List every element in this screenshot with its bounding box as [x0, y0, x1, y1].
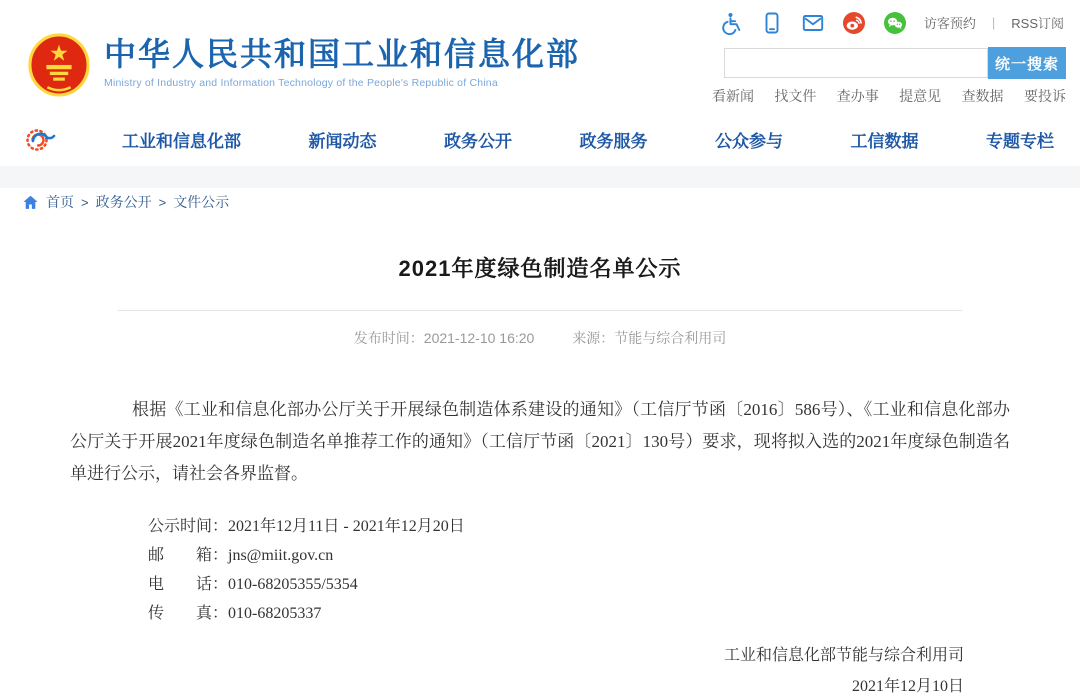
article [70, 232, 1010, 697]
breadcrumb-separator: > [158, 194, 167, 210]
publish-time: 发布时间：2021-12-10 16:20 [353, 330, 535, 346]
utility-separator: | [991, 15, 996, 30]
rss-subscribe-link[interactable]: RSS订阅 [1011, 16, 1064, 31]
signature-date: 2021年12月10日 [851, 678, 964, 695]
nav-item-news[interactable]: 新闻动态 [308, 131, 377, 151]
site-title: 中华人民共和国工业和信息化部 [104, 36, 581, 72]
quick-link-suggest[interactable]: 提意见 [899, 88, 942, 104]
mail-icon[interactable] [801, 10, 826, 35]
wechat-icon[interactable] [883, 10, 908, 35]
nav-item-gov-services[interactable]: 政务服务 [579, 131, 648, 151]
breadcrumb-separator: > [81, 194, 89, 210]
search-input[interactable] [724, 48, 988, 78]
article-title: 2021年度绿色制造名单公示 [398, 256, 682, 281]
nav-item-public-participation[interactable]: 公众参与 [715, 131, 783, 151]
site-logo-block [28, 33, 580, 97]
quick-link-files[interactable]: 找文件 [774, 88, 817, 104]
article-source: 来源：节能与综合利用司 [572, 330, 727, 346]
visitor-appointment-link[interactable]: 访客预约 [923, 16, 976, 31]
contact-fax: 传 真：010-68205337 [148, 605, 322, 622]
contact-block [148, 512, 1010, 628]
miit-mark-icon [22, 121, 58, 157]
home-icon[interactable] [22, 194, 39, 211]
breadcrumb-file-notice[interactable]: 文件公示 [173, 194, 230, 210]
search-bar [724, 47, 1066, 79]
section-divider-band [0, 166, 1080, 188]
national-emblem-icon [28, 33, 90, 97]
signature-department: 工业和信息化部节能与综合利用司 [723, 647, 964, 664]
contact-phone: 电 话：010-68205355/5354 [148, 576, 358, 593]
contact-publicity-period: 公示时间：2021年12月11日 - 2021年12月20日 [148, 518, 465, 535]
main-nav [0, 114, 1080, 164]
quick-link-complaint[interactable]: 要投诉 [1023, 88, 1066, 104]
article-meta [70, 328, 1010, 348]
quick-link-services[interactable]: 查办事 [836, 88, 879, 104]
breadcrumb [22, 192, 229, 212]
nav-item-special-topics[interactable]: 专题专栏 [986, 131, 1054, 151]
weibo-icon[interactable] [842, 10, 867, 35]
quick-link-news[interactable]: 看新闻 [712, 88, 754, 104]
article-paragraph: 根据《工业和信息化部办公厅关于开展绿色制造体系建设的通知》（工信厅节函〔2016〕586号）、《工业和信息化部办公厅关于开展2021年度绿色制造名单推荐工作的通知》（工信厅节函〔2021〕130号）要求，现将拟入选的2021年度绿色制造名单进行公示，请社会各界监督。 [70, 400, 1010, 483]
title-divider [118, 310, 962, 311]
accessibility-icon[interactable] [719, 10, 744, 35]
site-subtitle: Ministry of Industry and Information Technology of the People's Republic of China [104, 77, 498, 89]
utility-bar [719, 10, 1064, 35]
signature-block [70, 640, 1010, 697]
nav-item-gov-disclosure[interactable]: 政务公开 [444, 131, 512, 151]
contact-email: 邮 箱：jns@miit.gov.cn [148, 547, 334, 564]
quick-links [712, 86, 1066, 106]
quick-link-data[interactable]: 查数据 [961, 88, 1004, 104]
breadcrumb-home[interactable]: 首页 [46, 194, 74, 210]
breadcrumb-gov-disclosure[interactable]: 政务公开 [95, 194, 152, 210]
nav-item-industry-data[interactable]: 工信数据 [850, 131, 919, 151]
mobile-icon[interactable] [760, 10, 785, 35]
search-button[interactable]: 统一搜索 [988, 47, 1066, 79]
nav-item-miit[interactable]: 工业和信息化部 [122, 131, 241, 151]
